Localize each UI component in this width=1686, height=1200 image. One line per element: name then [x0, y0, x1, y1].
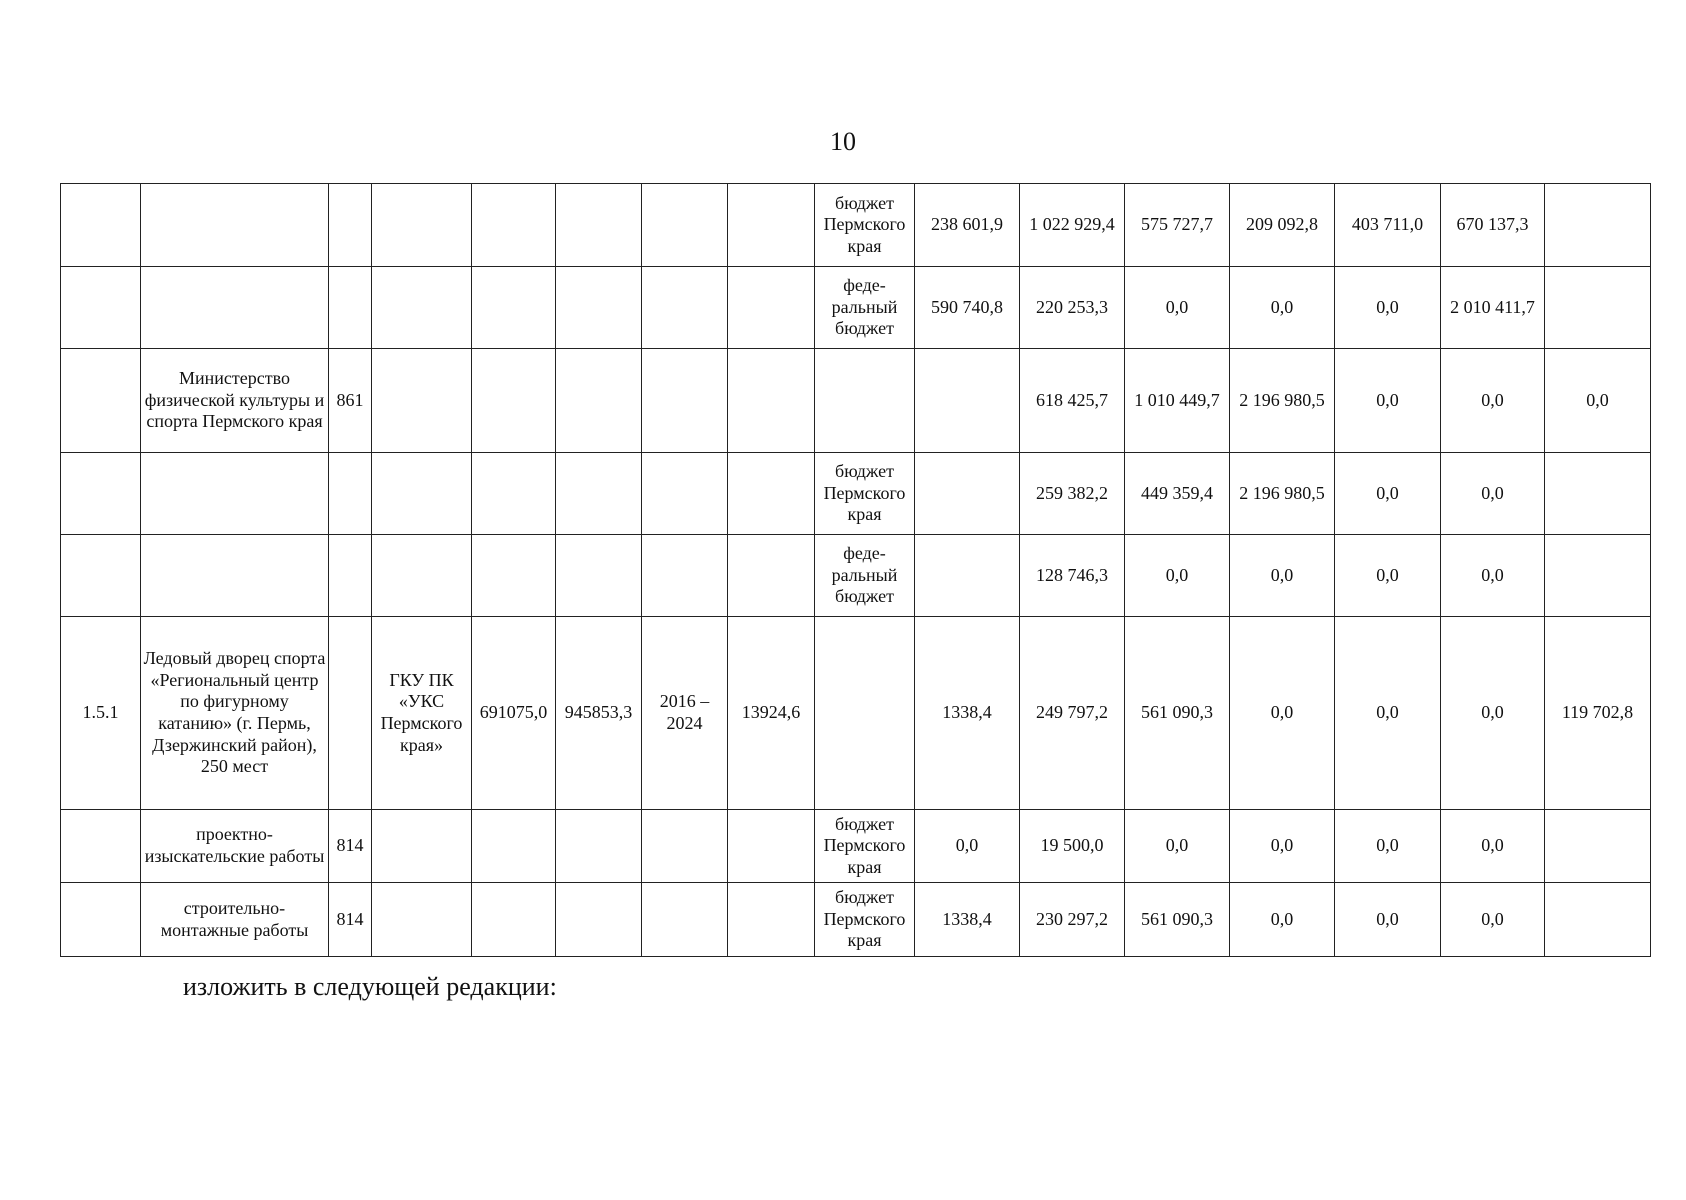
table-cell: 0,0 [1125, 267, 1230, 349]
table-cell: 0,0 [1335, 883, 1441, 957]
table-cell: 1338,4 [915, 883, 1020, 957]
table-cell [329, 535, 372, 617]
table-cell: 1 010 449,7 [1125, 349, 1230, 453]
table-cell [556, 349, 642, 453]
table-cell [1545, 883, 1651, 957]
table-cell: 691075,0 [472, 617, 556, 810]
table-cell [61, 349, 141, 453]
table-cell: 1338,4 [915, 617, 1020, 810]
table-cell: 590 740,8 [915, 267, 1020, 349]
table-row [61, 349, 1651, 453]
table-cell [329, 453, 372, 535]
table-row [61, 453, 1651, 535]
table-cell [728, 453, 815, 535]
table-row [61, 883, 1651, 957]
table-cell: 0,0 [1125, 535, 1230, 617]
table-cell [915, 349, 1020, 453]
table-cell [1545, 184, 1651, 267]
table-cell [372, 535, 472, 617]
table-cell: 2016 – 2024 [642, 617, 728, 810]
table-cell [728, 883, 815, 957]
table-cell: 209 092,8 [1230, 184, 1335, 267]
table-cell [915, 535, 1020, 617]
table-cell: 0,0 [1545, 349, 1651, 453]
table-cell [642, 535, 728, 617]
table-cell: 0,0 [1125, 810, 1230, 883]
table-cell: 0,0 [1230, 810, 1335, 883]
table-cell [728, 535, 815, 617]
table-cell [728, 267, 815, 349]
table-cell: 0,0 [1335, 535, 1441, 617]
table-cell: 0,0 [1335, 810, 1441, 883]
table-cell [556, 267, 642, 349]
table-row [61, 617, 1651, 810]
table-row [61, 535, 1651, 617]
table-cell [472, 184, 556, 267]
table-cell [472, 267, 556, 349]
table-cell: бюджет Пермского края [815, 453, 915, 535]
table-cell [556, 535, 642, 617]
table-cell [1545, 453, 1651, 535]
section-caption: изложить в следующей редакции: [183, 972, 557, 1001]
table-cell: 449 359,4 [1125, 453, 1230, 535]
table-cell [141, 535, 329, 617]
table-cell [472, 883, 556, 957]
table-cell: строительно-монтажные работы [141, 883, 329, 957]
table-cell [815, 349, 915, 453]
table-cell [556, 883, 642, 957]
table-cell: Министерство физической культуры и спорта Пермского края [141, 349, 329, 453]
table-cell [372, 883, 472, 957]
table-cell [642, 184, 728, 267]
table-cell: 2 010 411,7 [1441, 267, 1545, 349]
table-row [61, 184, 1651, 267]
table-cell: 13924,6 [728, 617, 815, 810]
table-cell [141, 184, 329, 267]
table-cell [61, 883, 141, 957]
table-cell [61, 184, 141, 267]
table-cell: 238 601,9 [915, 184, 1020, 267]
table-cell: 2 196 980,5 [1230, 349, 1335, 453]
table-cell [372, 184, 472, 267]
table-cell: 0,0 [1230, 535, 1335, 617]
table-cell: 403 711,0 [1335, 184, 1441, 267]
table-cell: 561 090,3 [1125, 617, 1230, 810]
table-cell: бюджет Пермского края [815, 184, 915, 267]
table-cell: 0,0 [1441, 810, 1545, 883]
table-cell: 670 137,3 [1441, 184, 1545, 267]
table-cell [61, 535, 141, 617]
table-cell: 0,0 [1230, 617, 1335, 810]
table-cell: 0,0 [915, 810, 1020, 883]
table-cell [472, 535, 556, 617]
table-cell: 0,0 [1335, 267, 1441, 349]
table-cell: 945853,3 [556, 617, 642, 810]
table-cell: 1 022 929,4 [1020, 184, 1125, 267]
table-cell [329, 617, 372, 810]
table-cell: 19 500,0 [1020, 810, 1125, 883]
table-cell: 220 253,3 [1020, 267, 1125, 349]
table-cell: 0,0 [1335, 453, 1441, 535]
table-cell: ГКУ ПК «УКС Пермского края» [372, 617, 472, 810]
table-cell: Ледовый дворец спорта «Региональный центр по фигурному катанию» (г. Пермь, Дзержинский район), 250 мест [141, 617, 329, 810]
table-cell [372, 810, 472, 883]
table-cell: 1.5.1 [61, 617, 141, 810]
table-cell: 0,0 [1230, 267, 1335, 349]
table-cell [141, 267, 329, 349]
table-cell: 128 746,3 [1020, 535, 1125, 617]
table-cell: 0,0 [1335, 349, 1441, 453]
table-cell: феде-ральный бюджет [815, 267, 915, 349]
table-cell: 249 797,2 [1020, 617, 1125, 810]
table-cell [556, 184, 642, 267]
table-cell: 618 425,7 [1020, 349, 1125, 453]
table-cell [329, 267, 372, 349]
table-cell [472, 349, 556, 453]
table-cell [372, 349, 472, 453]
table-cell [372, 267, 472, 349]
table-cell: 0,0 [1230, 883, 1335, 957]
table-cell: 561 090,3 [1125, 883, 1230, 957]
table-cell: феде-ральный бюджет [815, 535, 915, 617]
table-cell [556, 810, 642, 883]
budget-table [60, 183, 1651, 957]
table-cell: 0,0 [1441, 453, 1545, 535]
table-cell [472, 810, 556, 883]
table-cell [728, 810, 815, 883]
table-cell: 259 382,2 [1020, 453, 1125, 535]
table-cell [141, 453, 329, 535]
table-cell [642, 453, 728, 535]
table-cell [472, 453, 556, 535]
table-cell: 861 [329, 349, 372, 453]
table-cell [728, 349, 815, 453]
table-cell [61, 810, 141, 883]
table-cell [372, 453, 472, 535]
table-cell [815, 617, 915, 810]
table-cell: 2 196 980,5 [1230, 453, 1335, 535]
table-cell [915, 453, 1020, 535]
table-cell: 814 [329, 810, 372, 883]
table-cell: 0,0 [1441, 535, 1545, 617]
table-cell [728, 184, 815, 267]
table-cell: 814 [329, 883, 372, 957]
table-cell [642, 267, 728, 349]
table-cell: проектно-изыскательские работы [141, 810, 329, 883]
table-cell: 0,0 [1441, 349, 1545, 453]
table-cell: 575 727,7 [1125, 184, 1230, 267]
table-cell: 0,0 [1441, 883, 1545, 957]
table-cell: 0,0 [1335, 617, 1441, 810]
table-cell [1545, 267, 1651, 349]
table-cell [642, 810, 728, 883]
table-cell [556, 453, 642, 535]
table-cell: 230 297,2 [1020, 883, 1125, 957]
table-row [61, 810, 1651, 883]
table-cell [1545, 535, 1651, 617]
table-cell: бюджет Пермского края [815, 810, 915, 883]
table-cell [329, 184, 372, 267]
table-cell [1545, 810, 1651, 883]
table-cell: 0,0 [1441, 617, 1545, 810]
table-row [61, 267, 1651, 349]
table-cell [61, 267, 141, 349]
table-cell [642, 883, 728, 957]
page-number: 10 [830, 127, 856, 156]
table-cell: 119 702,8 [1545, 617, 1651, 810]
table-cell [61, 453, 141, 535]
table-cell [642, 349, 728, 453]
table-cell: бюджет Пермского края [815, 883, 915, 957]
